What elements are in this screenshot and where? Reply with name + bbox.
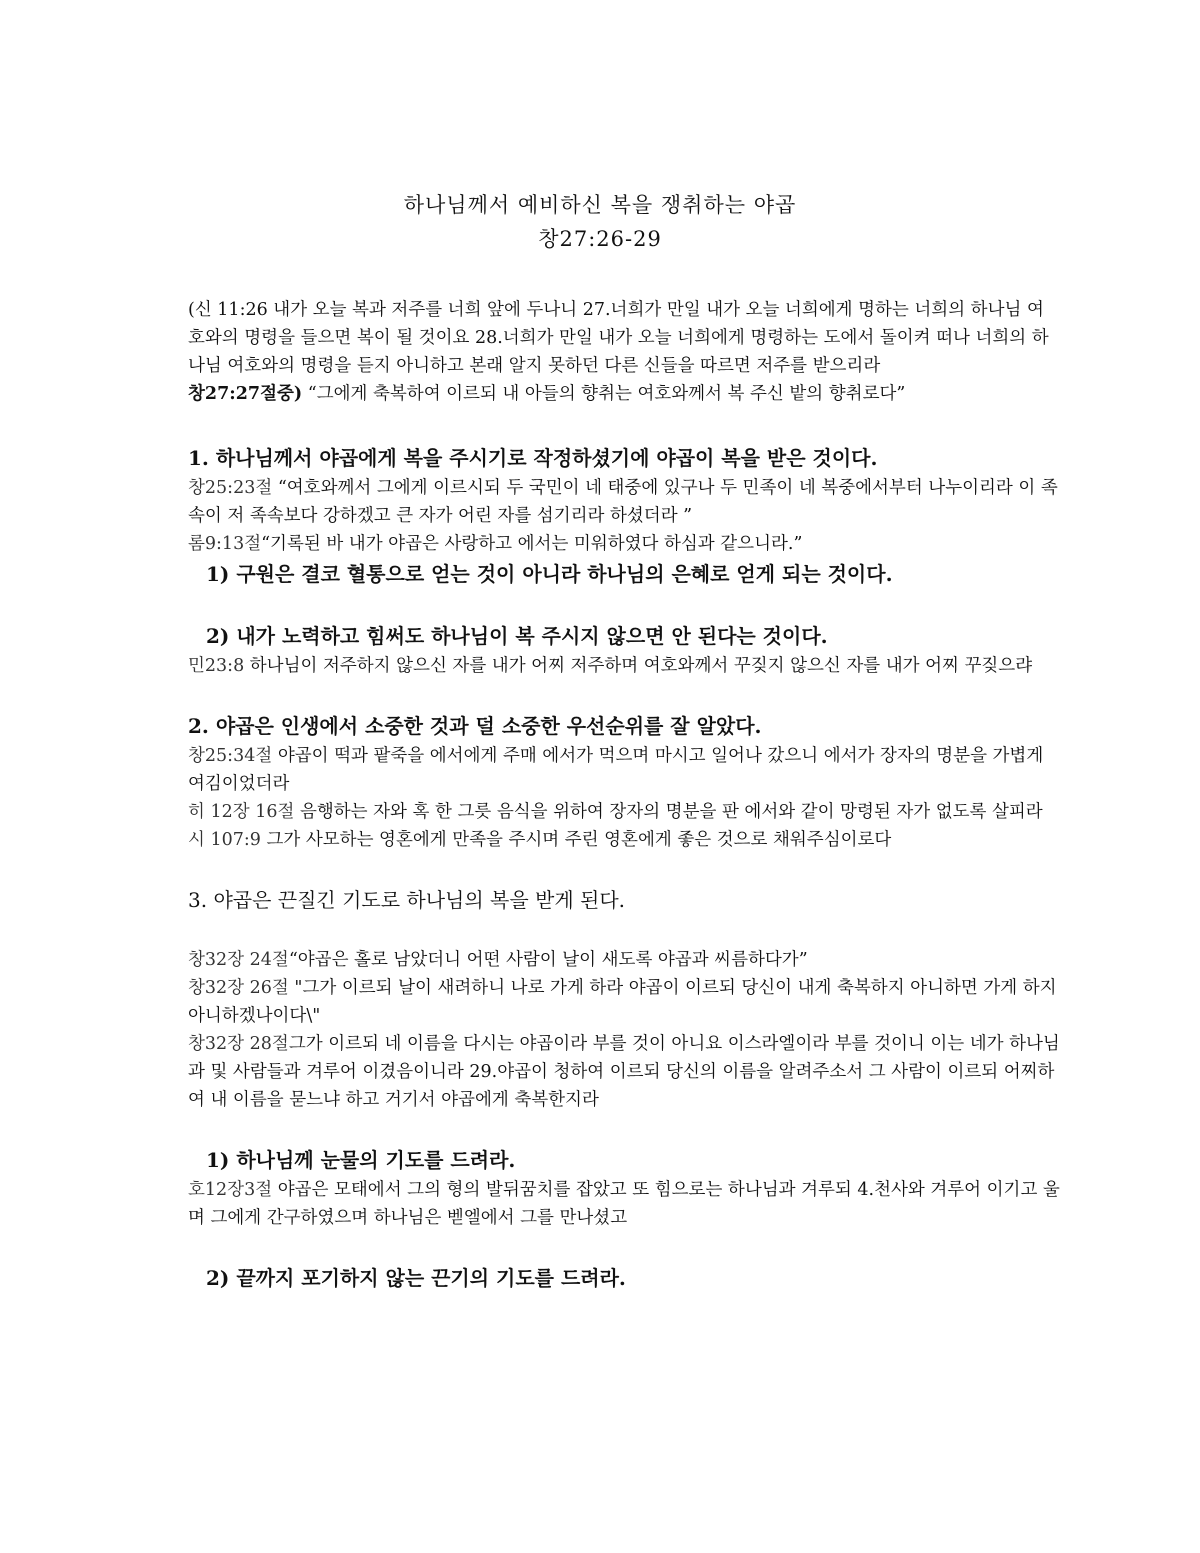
section-1-point-2: 2) 내가 노력하고 힘써도 하나님이 복 주시지 않으면 안 된다는 것이다. <box>206 624 828 648</box>
verse <box>188 474 1060 530</box>
verse-text: 음행하는 자와 혹 한 그릇 음식을 위하여 장자의 명분을 판 에서와 같이 망령된 자가 없도록 살피라 <box>299 802 1043 822</box>
verse-ref: 창32장 24절 <box>188 950 289 970</box>
verse <box>188 530 1060 558</box>
verse-ref: 창32장 28절 <box>188 1034 289 1054</box>
verse <box>188 1030 1060 1114</box>
verse <box>188 974 1060 1030</box>
intro-passage <box>188 296 1060 408</box>
verse-text: “여호와께서 그에게 이르시되 두 국민이 네 태중에 있구나 두 민족이 네 복중에서부터 나누이리라 이 족속이 저 족속보다 강하겠고 큰 자가 어린 자를 섬기리라 하셨더라 ” <box>188 478 1058 526</box>
title-reference: 창27:26-29 <box>538 227 662 251</box>
verse <box>188 742 1060 798</box>
section-3-heading: 3. 야곱은 끈질긴 기도로 하나님의 복을 받게 된다. <box>188 888 626 912</box>
section-1-verse-numbers <box>188 652 1060 680</box>
section-3-point-1: 1) 하나님께 눈물의 기도를 드려라. <box>206 1148 516 1172</box>
verse-text: 그가 이르되 네 이름을 다시는 야곱이라 부를 것이 아니요 이스라엘이라 부를 것이니 이는 네가 하나님과 및 사람들과 겨루어 이겼음이니라 29.야곱이 청하여 이르되 당신의 이름을 알려주소서 그 사람이 이르되 어찌하여 내 이름을 묻느냐 하고 거기서 야곱에게 축복한지라 <box>188 1034 1060 1110</box>
verse <box>188 798 1060 826</box>
verse-text: 야곱이 떡과 팥죽을 에서에게 주매 에서가 먹으며 마시고 일어나 갔으니 에서가 장자의 명분을 가볍게 여김이었더라 <box>188 746 1044 794</box>
verse-text: “기록된 바 내가 야곱은 사랑하고 에서는 미워하였다 하심과 같으니라.” <box>261 534 803 554</box>
section-1 <box>188 442 1060 680</box>
verse <box>188 826 1060 854</box>
intro-genesis-ref: 창27:27절중) <box>188 384 303 404</box>
verse-ref: 시 107:9 <box>188 830 261 850</box>
verse <box>188 1176 1060 1232</box>
verse-ref: 히 12장 16절 <box>188 802 295 822</box>
section-3-verse-hosea <box>188 1176 1060 1232</box>
verse-ref: 창25:23절 <box>188 478 273 498</box>
verse-text: 하나님이 저주하지 않으신 자를 내가 어찌 저주하며 여호와께서 꾸짖지 않으신 자를 내가 어찌 꾸짖으랴 <box>249 656 1033 676</box>
intro-deuteronomy-text: (신 11:26 내가 오늘 복과 저주를 너희 앞에 두나니 27.너희가 만일 내가 오늘 너희에게 명하는 너희의 하나님 여호와의 명령을 들으면 복이 될 것이요 28.너희가 만일 내가 오늘 너희에게 명령하는 도에서 돌이켜 떠나 너희의 하나님 여호와의 명령을 듣지 아니하고 본래 알지 못하던 다른 신들을 따르면 저주를 받으리라 <box>188 300 1049 376</box>
verse-ref: 창32장 26절 <box>188 978 289 998</box>
verse-text: 야곱은 모태에서 그의 형의 발뒤꿈치를 잡았고 또 힘으로는 하나님과 겨루되 4.천사와 겨루어 이기고 울며 그에게 간구하였으며 하나님은 벧엘에서 그를 만나셨고 <box>188 1180 1060 1228</box>
section-2-heading: 2. 야곱은 인생에서 소중한 것과 덜 소중한 우선순위를 잘 알았다. <box>188 714 762 738</box>
section-2-verses <box>188 742 1060 854</box>
verse <box>188 946 1060 974</box>
verse-text: "그가 이르되 날이 새려하니 나로 가게 하라 야곱이 이르되 당신이 내게 축복하지 아니하면 가게 하지 아니하겠나이다\" <box>188 978 1057 1026</box>
verse-ref: 창25:34절 <box>188 746 273 766</box>
section-1-heading: 1. 하나님께서 야곱에게 복을 주시기로 작정하셨기에 야곱이 복을 받은 것이다. <box>188 446 878 470</box>
verse-ref: 롬9:13절 <box>188 534 262 554</box>
verse-ref: 민23:8 <box>188 656 245 676</box>
verse-ref: 호12장3절 <box>188 1180 273 1200</box>
section-3-verses <box>188 946 1060 1114</box>
section-3-point-2: 2) 끝까지 포기하지 않는 끈기의 기도를 드려라. <box>206 1266 626 1290</box>
verse-text: “야곱은 홀로 남았더니 어떤 사람이 날이 새도록 야곱과 씨름하다가” <box>288 950 808 970</box>
verse-text: 그가 사모하는 영혼에게 만족을 주시며 주린 영혼에게 좋은 것으로 채워주심이로다 <box>266 830 892 850</box>
title-line: 하나님께서 예비하신 복을 쟁취하는 야곱 <box>403 193 797 217</box>
section-2 <box>188 710 1060 854</box>
section-1-point-1: 1) 구원은 결코 혈통으로 얻는 것이 아니라 하나님의 은혜로 얻게 되는 것이다. <box>206 562 893 586</box>
document-title <box>140 188 1060 256</box>
section-1-verses <box>188 474 1060 558</box>
verse <box>188 652 1060 680</box>
section-3 <box>188 884 1060 1294</box>
intro-genesis-text: “그에게 축복하여 이르되 내 아들의 향취는 여호와께서 복 주신 밭의 향취로다” <box>307 384 906 404</box>
intro-genesis-verse <box>188 380 1060 408</box>
